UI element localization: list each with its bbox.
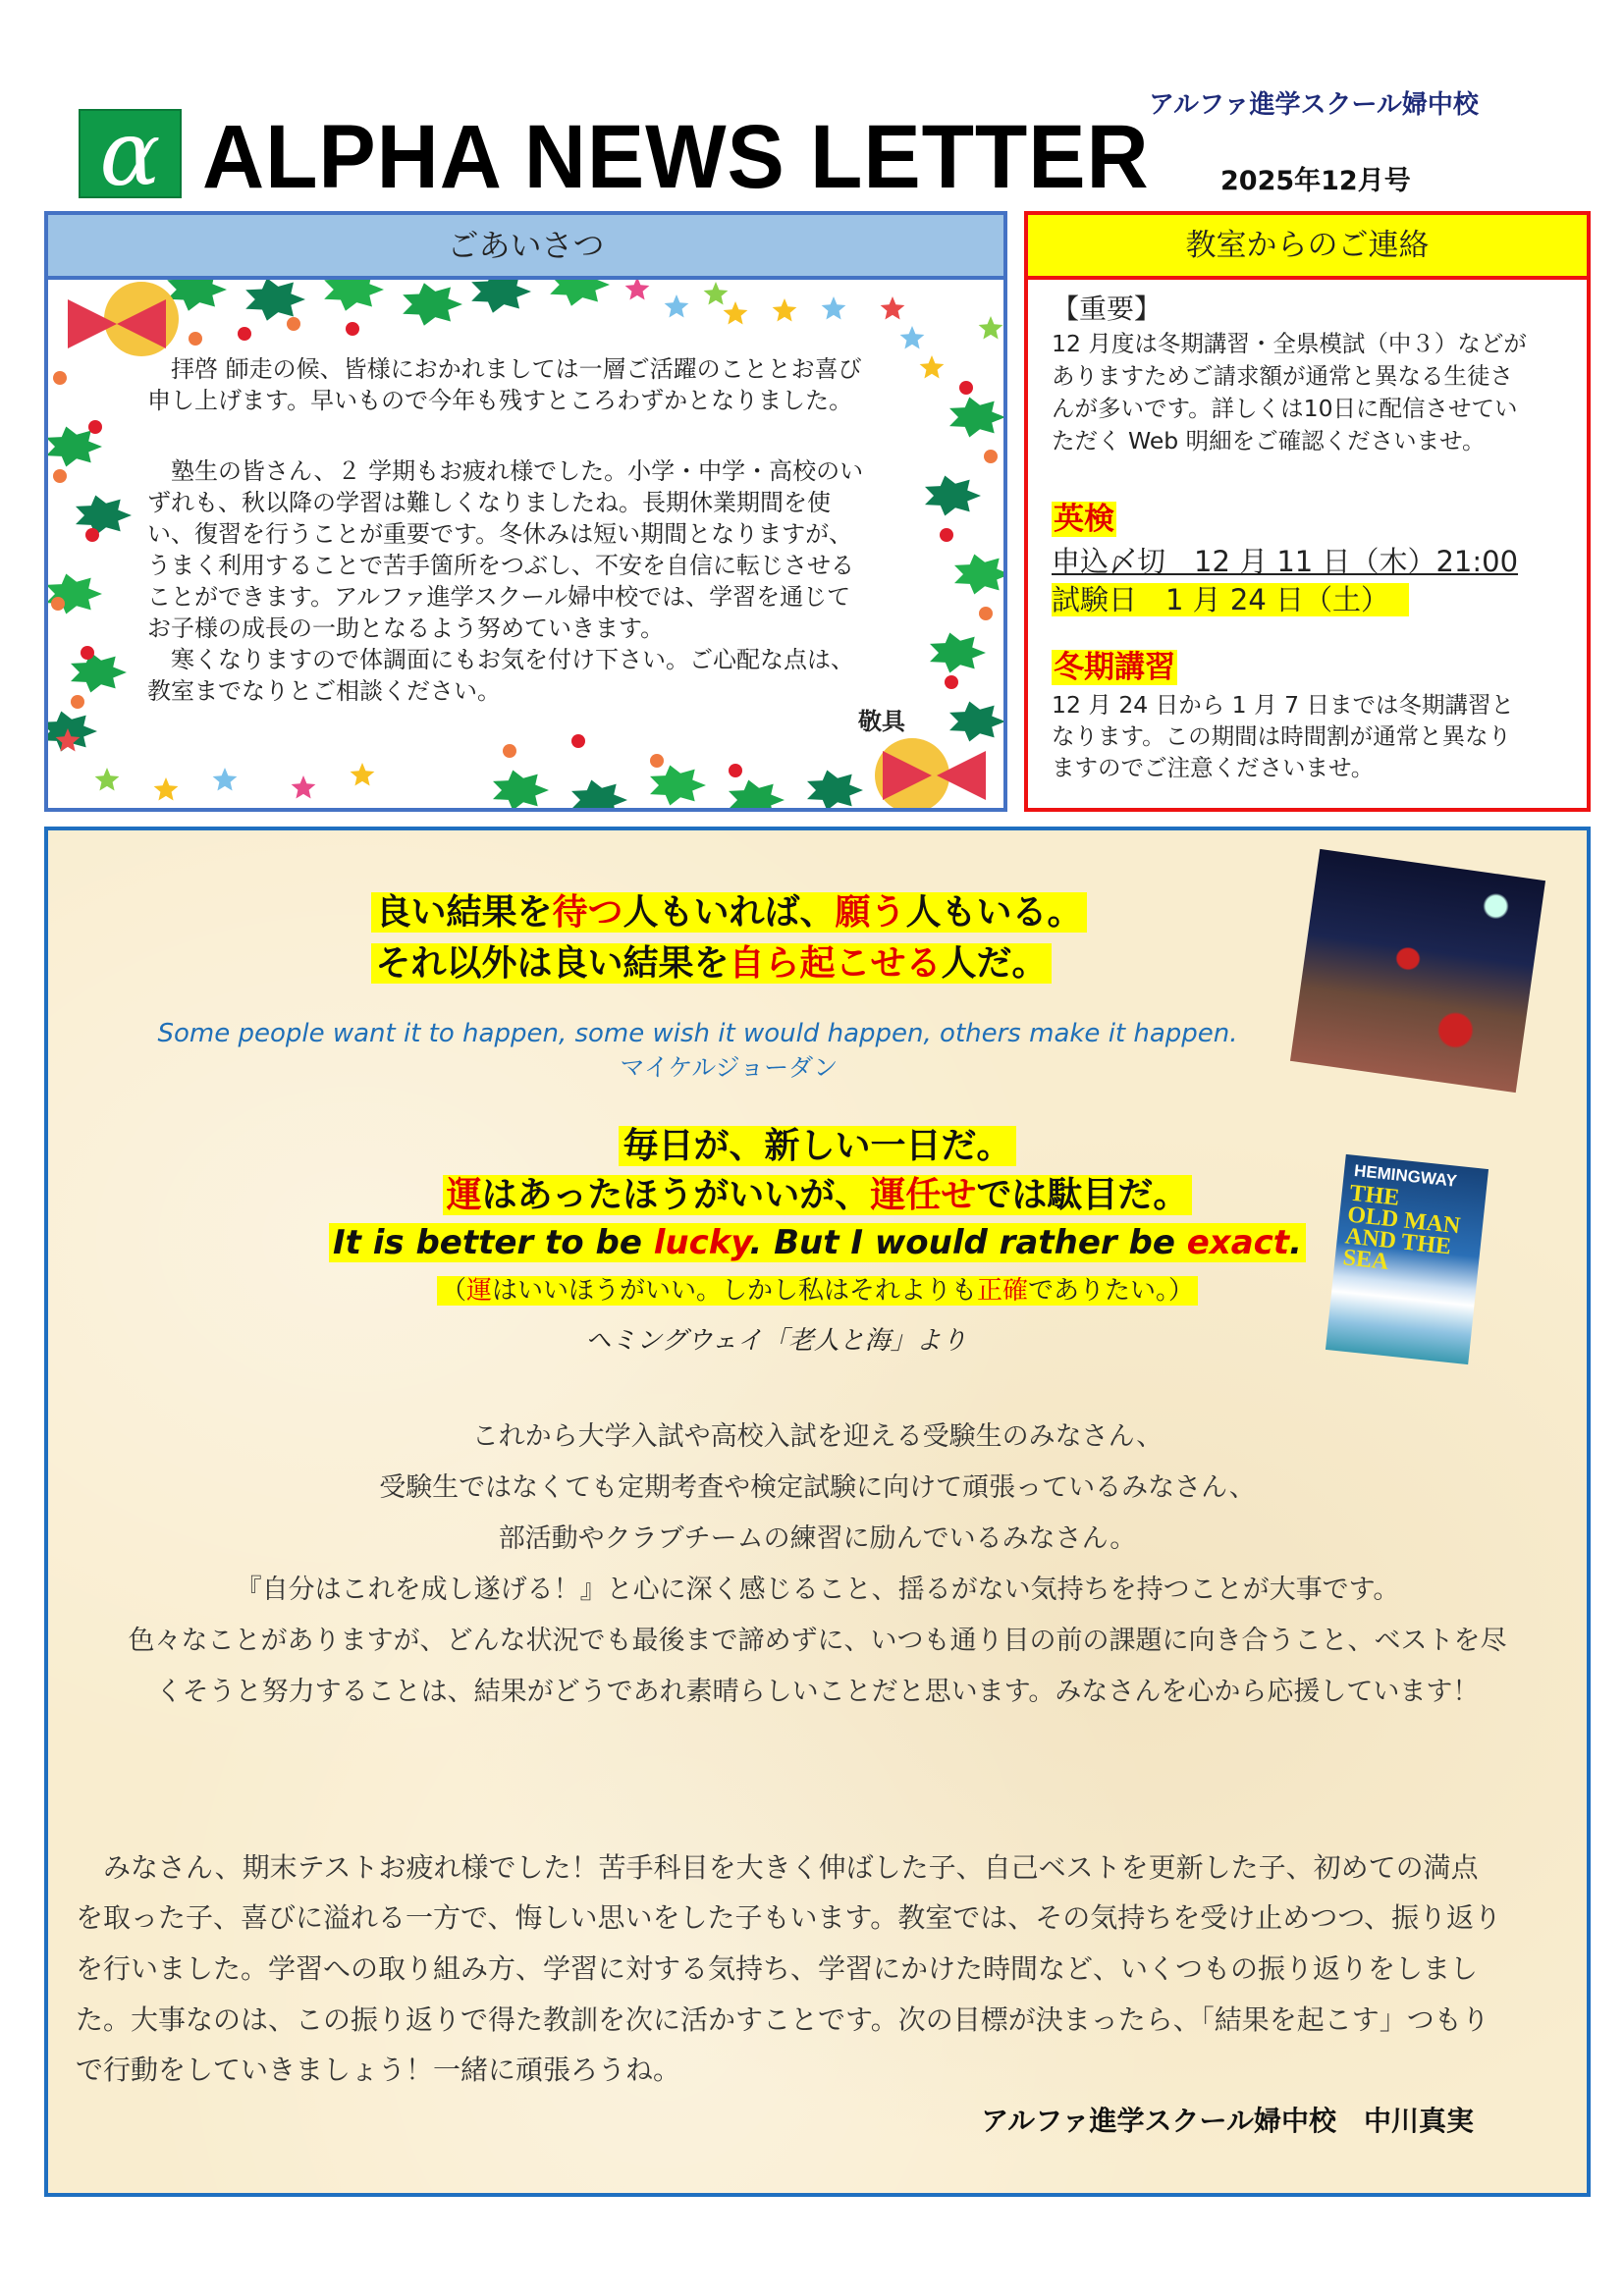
logo-glyph: α	[99, 101, 161, 206]
greeting-line: 教室までなりとご相談ください。	[147, 677, 501, 705]
quote1-line2: それ以外は良い結果を自ら起こせる人だ。	[0, 939, 1481, 988]
message-line: 受験生ではなくても定期考査や検定試験に向けて頑張っているみなさん、	[379, 1472, 1256, 1503]
star-icon	[822, 296, 846, 320]
holly-leaf-icon	[954, 555, 1003, 595]
berry-dot	[959, 381, 973, 395]
star-icon	[881, 296, 905, 320]
holly-leaf-icon	[76, 496, 132, 536]
book-title: THE OLD MAN AND THE SEA	[1341, 1180, 1462, 1275]
winter-line: ますのでご注意くださいませ。	[1052, 754, 1375, 781]
star-icon	[979, 316, 1003, 340]
notice-box	[1024, 211, 1591, 812]
star-icon	[213, 768, 238, 791]
important-label: 【重要】	[1052, 293, 1163, 325]
star-icon	[665, 294, 689, 318]
message-line: くそうと努力することは、結果がどうであれ素晴らしいことだと思います。みなさんを心から応援しています！	[155, 1677, 1480, 1707]
berry-dot	[979, 607, 993, 620]
quote2-line1: 毎日が、新しい一日だ。	[48, 1122, 1587, 1171]
berry-dot	[287, 317, 300, 331]
message-line: これから大学入試や高校入試を迎える受験生のみなさん、	[471, 1421, 1164, 1452]
berry-dot	[238, 327, 251, 341]
star-icon	[773, 298, 797, 322]
newsletter-title: ALPHA NEWS LETTER	[202, 107, 1150, 207]
school-name: アルファ進学スクール婦中校	[1149, 90, 1479, 120]
berry-dot	[71, 695, 84, 709]
greeting-line: うまく利用することで苦手箇所をつぶし、不安を自信に転じさせる	[147, 552, 854, 579]
old-man-and-the-sea-book-cover	[1326, 1154, 1489, 1364]
quote2-source: ヘミングウェイ「老人と海」より	[585, 1326, 967, 1356]
star-icon	[625, 280, 650, 300]
berry-dot	[650, 754, 664, 768]
berry-dot	[85, 528, 99, 542]
star-icon	[154, 777, 179, 801]
berry-dot	[189, 332, 202, 346]
notice-heading: 教室からのご連絡	[1028, 215, 1587, 280]
berry-dot	[346, 322, 359, 336]
star-icon	[920, 355, 945, 379]
greeting-line: 拝啓 師走の候、皆様におかれましては一層ご活躍のこととお喜び	[147, 355, 862, 383]
holly-leaf-icon	[493, 771, 549, 811]
signature: アルファ進学スクール婦中校 中川真実	[981, 2105, 1474, 2137]
book-author: HEMINGWAY	[1353, 1160, 1458, 1191]
closing-paragraph-line: みなさん、期末テストお疲れ様でした！苦手科目を大きく伸ばした子、自己ベストを更新した子、初めての満点	[76, 1851, 1479, 1884]
winter-line: なります。この期間は時間割が通常と異なり	[1052, 722, 1512, 750]
star-icon	[724, 301, 748, 325]
star-icon	[292, 775, 316, 799]
eiken-exam-date: 試験日 1 月 24 日（土）	[1052, 583, 1409, 616]
quote1-author: マイケルジョーダン	[620, 1053, 839, 1082]
holly-leaf-icon	[729, 780, 785, 813]
important-line: ありますためご請求額が通常と異なる生徒さ	[1052, 362, 1513, 390]
eiken-label: 英検	[1054, 502, 1114, 537]
greeting-line: 申し上げます。早いもので今年も残すところわずかとなりました。	[147, 387, 853, 414]
winter-line: 12 月 24 日から 1 月 7 日までは冬期講習と	[1052, 691, 1514, 719]
eiken-deadline: 申込〆切 12 月 11 日（木）21:00	[1052, 545, 1519, 578]
greeting-line: ずれも、秋以降の学習は難しくなりましたね。長期休業期間を使	[147, 489, 831, 516]
issue-date: 2025年12月号	[1220, 166, 1411, 196]
closing-paragraph-line: を行いました。学習への取り組み方、学習に対する気持ち、学習にかけた時間など、いくつもの振り返りをしまし	[76, 1952, 1479, 1985]
star-icon	[95, 768, 120, 791]
star-icon	[704, 282, 729, 305]
berry-dot	[503, 744, 516, 758]
holly-leaf-icon	[949, 398, 1003, 438]
greeting-box	[44, 211, 1007, 812]
important-line: ただく Web 明細をご確認くださいませ。	[1052, 427, 1486, 454]
greeting-line: 塾生の皆さん、２ 学期もお疲れ様でした。小学・中学・高校のい	[147, 457, 864, 485]
greeting-line: お子様の成長の一助となるよう努めていきます。	[147, 614, 665, 642]
berry-dot	[571, 734, 585, 748]
closing-paragraph-line: で行動をしていきましょう！一緒に頑張ろうね。	[76, 2054, 681, 2086]
holly-leaf-icon	[650, 766, 706, 806]
holly-leaf-icon	[245, 280, 305, 321]
quote2-english: It is better to be lucky. But I would rather be exact.	[48, 1220, 1587, 1265]
holly-leaf-icon	[550, 280, 610, 306]
berry-dot	[51, 597, 65, 611]
holly-leaf-icon	[571, 780, 627, 813]
holly-leaf-icon	[807, 771, 863, 811]
berry-dot	[984, 450, 998, 463]
greeting-line: ことができます。アルファ進学スクール婦中校では、学習を通じて	[147, 583, 851, 611]
message-line: 『自分はこれを成し遂げる！』と心に深く感じること、揺るがない気持ちを持つことが大事です。	[235, 1575, 1400, 1605]
closing-paragraph-line: を取った子、喜びに溢れる一方で、悔しい思いをした子もいます。教室では、その気持ちを受け止めつつ、振り返り	[76, 1901, 1502, 1934]
greeting-line: い、復習を行うことが重要です。冬休みは短い期間となりますが、	[147, 520, 853, 548]
star-icon	[900, 326, 925, 349]
holly-leaf-icon	[324, 280, 384, 311]
berry-dot	[53, 469, 67, 483]
quote1-line1: 良い結果を待つ人もいれば、願う人もいる。	[0, 888, 1498, 937]
greeting-closing: 敬具	[858, 708, 905, 735]
quote2-translation: （運はいいほうがいい。しかし私はそれよりも正確でありたい。）	[48, 1273, 1587, 1308]
greeting-line: 寒くなりますので体調面にもお気を付け下さい。ご心配な点は、	[147, 646, 854, 673]
berry-dot	[945, 675, 958, 689]
winter-course-label: 冬期講習	[1054, 650, 1175, 685]
quote1-english: Some people want it to happen, some wish it would happen, others make it happen.	[157, 1019, 1238, 1048]
alpha-logo	[79, 101, 182, 206]
berry-dot	[81, 646, 94, 660]
message-line: 部活動やクラブチームの練習に励んでいるみなさん。	[498, 1523, 1137, 1554]
important-line: 12 月度は冬期講習・全県模試（中３）などが	[1052, 330, 1527, 357]
star-icon	[351, 763, 375, 786]
berry-dot	[88, 420, 102, 434]
holly-leaf-icon	[471, 280, 531, 313]
berry-dot	[940, 528, 953, 542]
basketball-dunk-photo	[1290, 849, 1545, 1093]
closing-paragraph-line: た。大事なのは、この振り返りで得た教訓を次に活かすことです。次の目標が決まったら、「結果を起こす」つもり	[76, 2003, 1489, 2036]
holly-leaf-icon	[71, 653, 127, 693]
greeting-heading: ごあいさつ	[48, 215, 1003, 280]
holly-leaf-icon	[403, 283, 462, 326]
message-line: 色々なことがありますが、どんな状況でも最後まで諦めずに、いつも通り目の前の課題に向き合うこと、ベストを尽	[128, 1626, 1507, 1656]
holly-leaf-icon	[949, 702, 1003, 742]
berry-dot	[729, 764, 742, 777]
holly-leaf-icon	[925, 476, 981, 516]
important-line: んが多いです。詳しくは10日に配信させてい	[1052, 395, 1518, 422]
holly-leaf-icon	[930, 633, 986, 673]
berry-dot	[53, 371, 67, 385]
quote2-line2: 運はあったほうがいいが、運任せでは駄目だ。	[48, 1171, 1587, 1220]
